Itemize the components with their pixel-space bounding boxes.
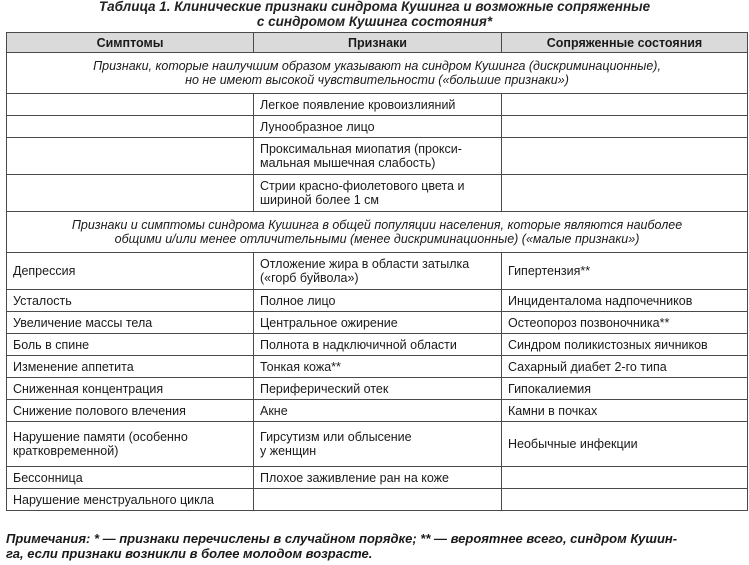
symptom-cell xyxy=(7,489,254,511)
major-signs-heading-line-2: но не имеют высокой чувствительности («большие признаки») xyxy=(185,73,569,87)
sign-cell xyxy=(254,94,502,116)
symptom-cell xyxy=(7,116,254,138)
table-row xyxy=(7,253,748,290)
symptom-cell-line: Изменение аппетита xyxy=(13,359,134,374)
condition-cell: Синдром поликистозных яичников xyxy=(502,334,748,356)
symptom-cell xyxy=(7,138,254,175)
symptom-cell xyxy=(7,175,254,212)
symptom-cell-line: Нарушение памяти (особенно xyxy=(13,430,188,444)
sign-cell-line: Отложение жира в области затылка xyxy=(260,257,470,271)
condition-cell xyxy=(502,489,748,511)
condition-cell: Сахарный диабет 2-го типа xyxy=(502,356,748,378)
major-signs-heading-line-1: Признаки, которые наилучшим образом указывают на синдром Кушинга (дискриминационные), xyxy=(93,59,661,73)
sign-cell xyxy=(254,422,502,467)
condition-cell: Остеопороз позвоночника** xyxy=(502,312,748,334)
minor-signs-heading-row xyxy=(7,212,748,253)
header-conditions: Сопряженные состояния xyxy=(502,33,748,53)
table-title-line-2: с синдромом Кушинга состояния* xyxy=(256,14,493,29)
sign-cell xyxy=(254,489,502,511)
symptom-cell-line: Усталость xyxy=(13,293,72,308)
condition-cell xyxy=(502,138,748,175)
symptom-cell xyxy=(7,467,254,489)
table-row xyxy=(7,94,748,116)
table-row xyxy=(7,356,748,378)
sign-cell xyxy=(254,175,502,212)
symptom-cell-line: Боль в спине xyxy=(13,337,90,352)
footnote-line-1: Примечания: * — признаки перечислены в случайном порядке; ** — вероятнее всего, синдром Кушин- xyxy=(6,531,678,546)
sign-cell-line: у женщин xyxy=(260,444,317,458)
table-row xyxy=(7,467,748,489)
table-body xyxy=(7,53,748,511)
major-signs-heading-row xyxy=(7,53,748,94)
condition-cell xyxy=(502,175,748,212)
sign-cell-line: Периферический отек xyxy=(260,381,389,396)
sign-cell xyxy=(254,378,502,400)
sign-cell-line: Плохое заживление ран на коже xyxy=(260,470,449,485)
symptom-cell xyxy=(7,312,254,334)
sign-cell xyxy=(254,138,502,175)
symptom-cell-line: кратковременной) xyxy=(13,444,119,458)
minor-signs-heading-line-2: общими и/или менее отличительными (менее дискриминационные) («малые признаки») xyxy=(114,232,640,246)
table-row xyxy=(7,138,748,175)
symptom-cell-line: Нарушение менструального цикла xyxy=(13,492,214,507)
minor-signs-heading-line-1: Признаки и симптомы синдрома Кушинга в общей популяции населения, которые являются наиболее xyxy=(71,218,683,232)
sign-cell-line: Лунообразное лицо xyxy=(260,119,375,134)
sign-cell xyxy=(254,253,502,290)
sign-cell xyxy=(254,116,502,138)
sign-cell xyxy=(254,356,502,378)
footnotes xyxy=(6,531,747,561)
sign-cell-line: Акне xyxy=(260,403,288,418)
header-symptoms: Симптомы xyxy=(7,33,254,53)
condition-cell: Гипокалиемия xyxy=(502,378,748,400)
table-row xyxy=(7,116,748,138)
condition-cell: Необычные инфекции xyxy=(502,422,748,467)
condition-cell: Гипертензия** xyxy=(502,253,748,290)
sign-cell xyxy=(254,334,502,356)
table-title-line-1: Таблица 1. Клинические признаки синдрома Кушинга и возможные сопряженные xyxy=(98,0,651,14)
sign-cell-line: мальная мышечная слабость) xyxy=(260,156,436,170)
sign-cell-line: Стрии красно-фиолетового цвета и xyxy=(260,179,465,193)
major-signs-heading xyxy=(7,53,748,94)
table-row xyxy=(7,378,748,400)
symptom-cell-line: Снижение полового влечения xyxy=(13,403,186,418)
minor-signs-heading xyxy=(7,212,748,253)
symptom-cell xyxy=(7,290,254,312)
sign-cell-line: Полнота в надключичной области xyxy=(260,337,457,352)
symptom-cell-line: Бессонница xyxy=(13,470,83,485)
symptom-cell-line: Депрессия xyxy=(13,264,76,278)
header-signs: Признаки xyxy=(254,33,502,53)
header-row xyxy=(7,33,748,53)
symptom-cell-line: Увеличение массы тела xyxy=(13,315,153,330)
condition-cell: Камни в почках xyxy=(502,400,748,422)
table-row xyxy=(7,175,748,212)
symptom-cell xyxy=(7,378,254,400)
symptom-cell xyxy=(7,356,254,378)
table-row xyxy=(7,489,748,511)
condition-cell xyxy=(502,116,748,138)
table-row xyxy=(7,334,748,356)
symptom-cell xyxy=(7,334,254,356)
condition-cell: Инциденталома надпочечников xyxy=(502,290,748,312)
table-title xyxy=(0,0,749,29)
table-row xyxy=(7,400,748,422)
table-row xyxy=(7,422,748,467)
sign-cell-line: Легкое появление кровоизлияний xyxy=(260,97,456,112)
symptom-cell xyxy=(7,94,254,116)
sign-cell-line: Центральное ожирение xyxy=(260,315,398,330)
sign-cell xyxy=(254,312,502,334)
sign-cell-line: Тонкая кожа** xyxy=(260,359,341,374)
symptom-cell xyxy=(7,422,254,467)
sign-cell-line: («горб буйвола») xyxy=(260,271,359,285)
sign-cell-line: Проксимальная миопатия (прокси- xyxy=(260,142,462,156)
table-row xyxy=(7,290,748,312)
symptoms-table xyxy=(6,32,748,511)
table-row xyxy=(7,312,748,334)
symptom-cell-line: Сниженная концентрация xyxy=(13,381,164,396)
sign-cell xyxy=(254,400,502,422)
sign-cell-line: Гирсутизм или облысение xyxy=(260,430,412,444)
sign-cell xyxy=(254,290,502,312)
condition-cell xyxy=(502,467,748,489)
condition-cell xyxy=(502,94,748,116)
symptom-cell xyxy=(7,400,254,422)
sign-cell-line: шириной более 1 см xyxy=(260,193,380,207)
footnote-line-2: га, если признаки возникли в более молодом возрасте. xyxy=(6,546,373,561)
symptom-cell xyxy=(7,253,254,290)
sign-cell xyxy=(254,467,502,489)
sign-cell-line: Полное лицо xyxy=(260,293,336,308)
